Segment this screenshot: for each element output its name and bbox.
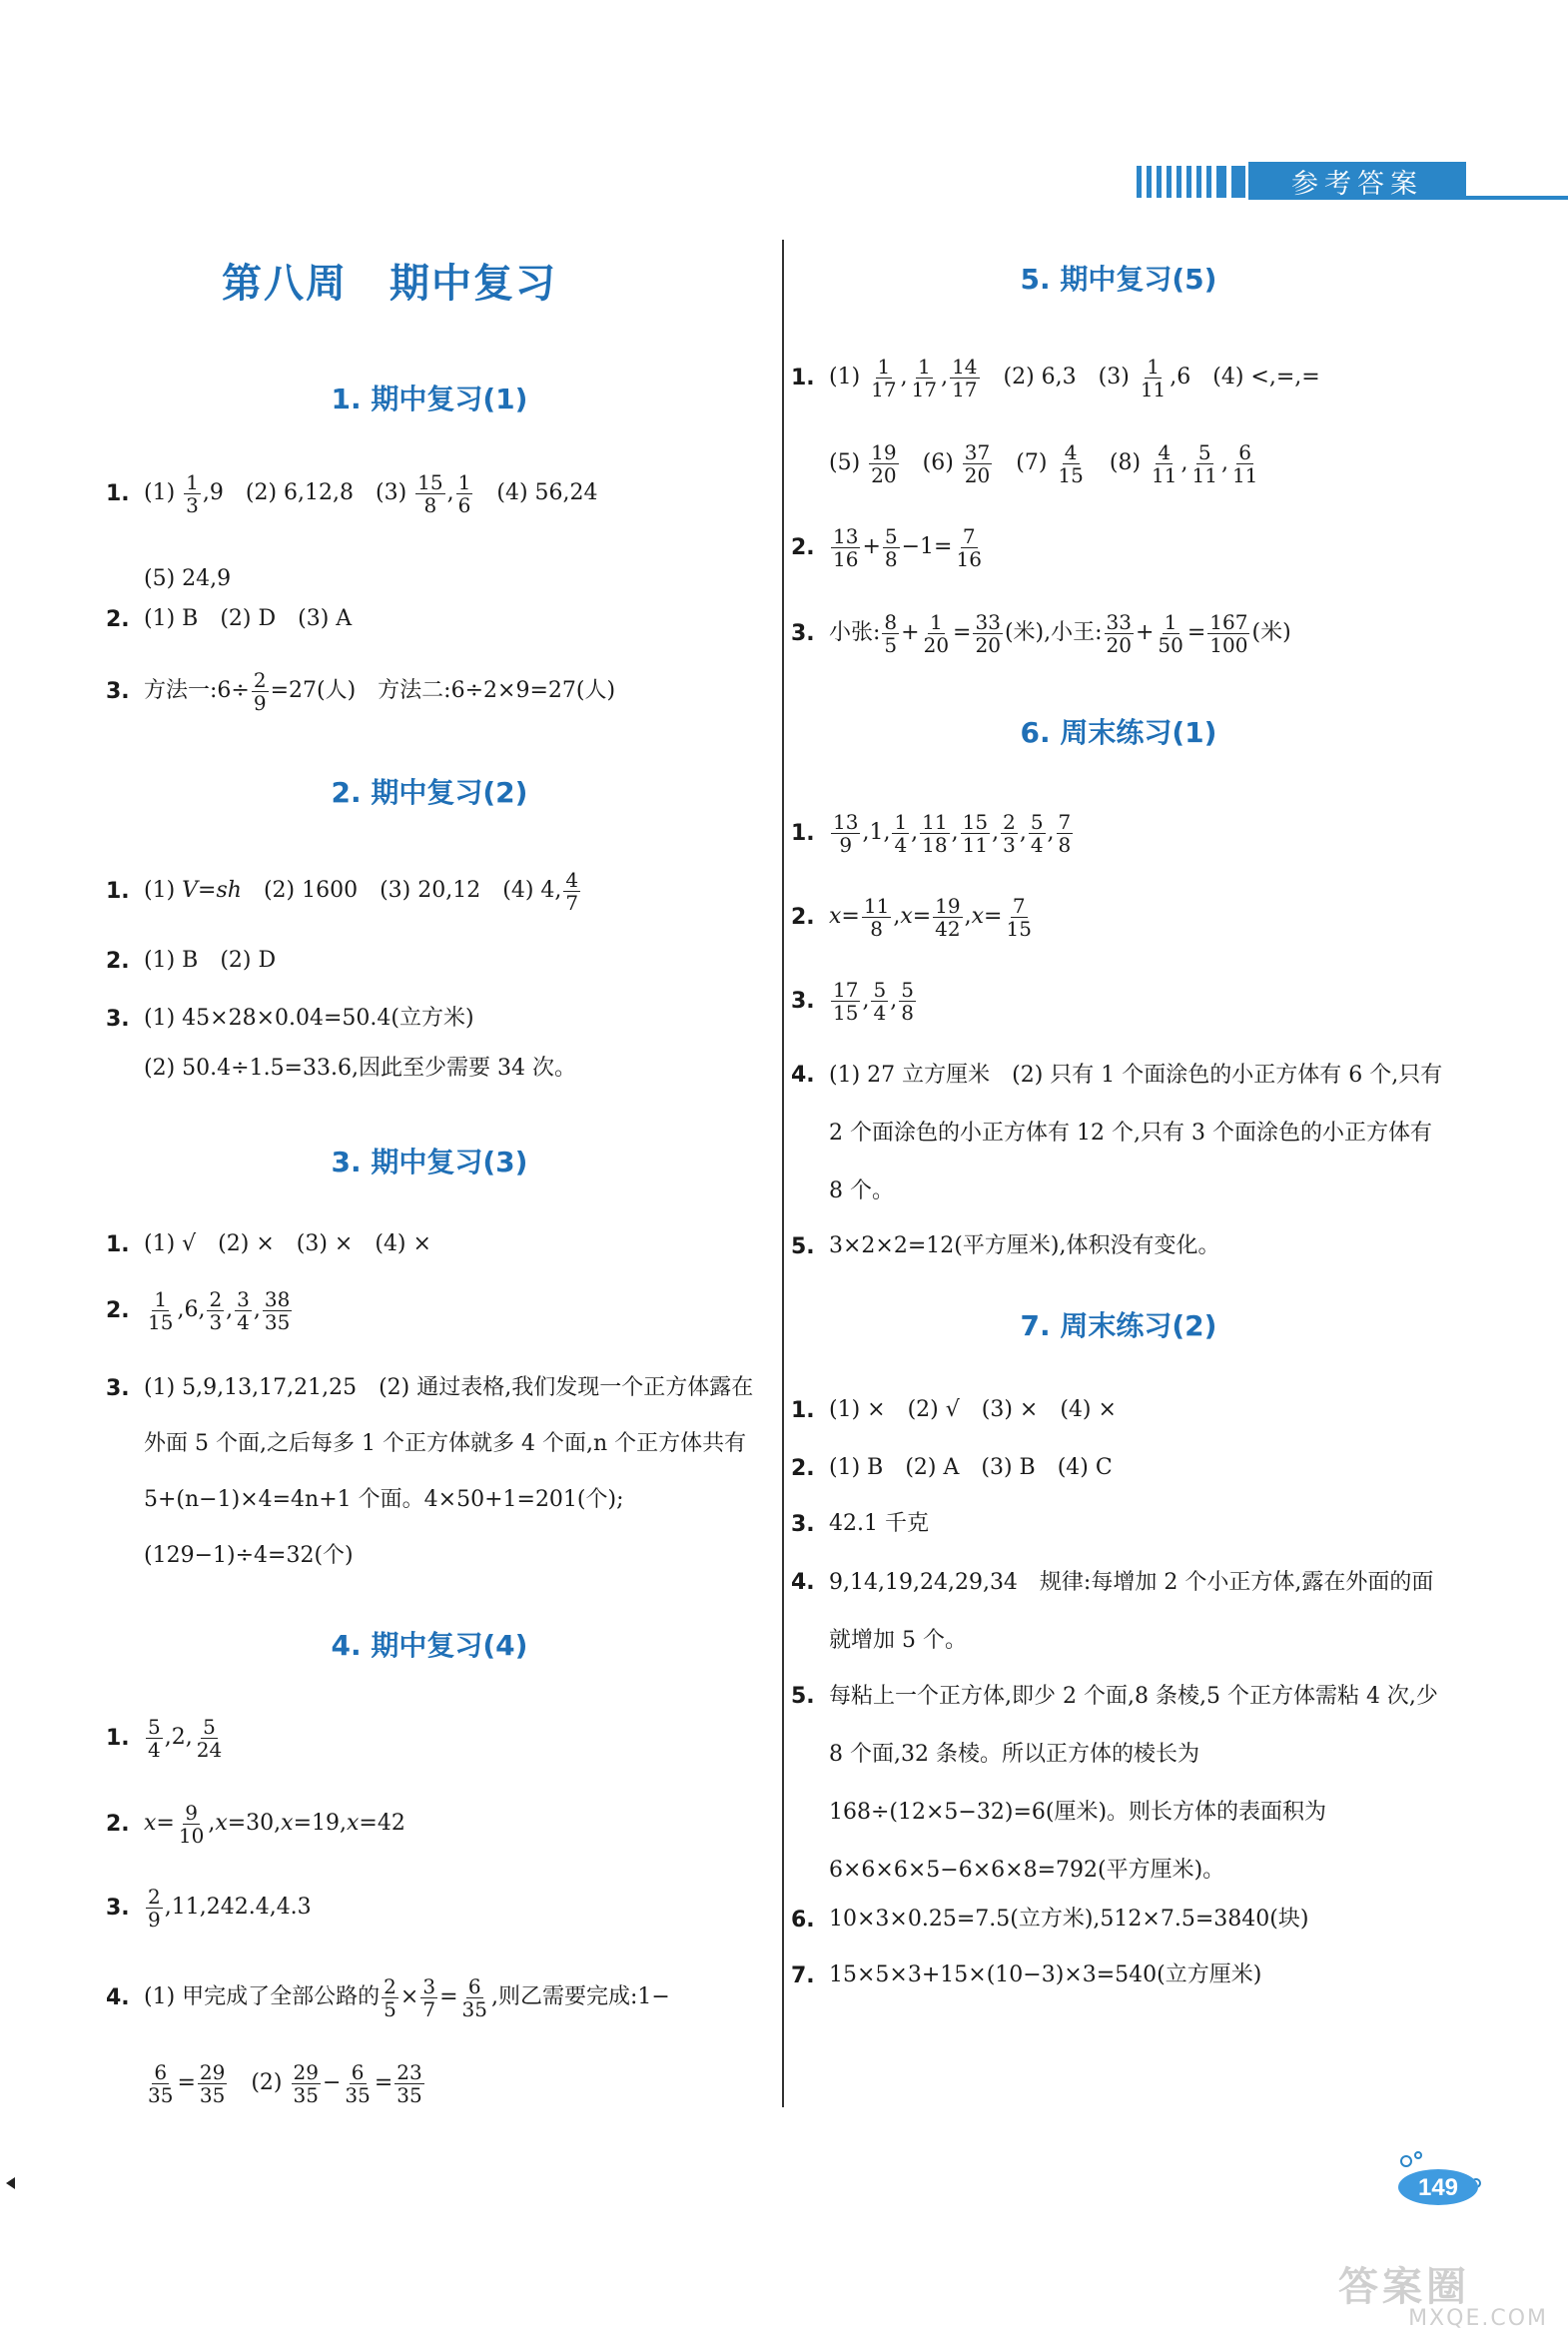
s1-answer-1: 1. (1) $\frac{1}{3}$ ,9 (2) 6,12,8 (3) $\frac{15}{8}$ , $\frac{1}{6}$ (4) 56,24 <box>106 469 598 517</box>
header-stripes <box>1137 166 1266 198</box>
s5-answer-2: 2. $\frac{13}{16}$ + $\frac{5}{8}$ −1= $\frac{7}{16}$ <box>791 523 982 571</box>
left-margin-arrow <box>6 2177 15 2189</box>
s3-answer-2: 2. $\frac{1}{15}$ ,6, $\frac{2}{3}$ , $\frac{3}{4}$ , $\frac{38}{35}$ <box>106 1286 291 1334</box>
s4-answer-3: 3. $\frac{2}{9}$ ,11,242.4,4.3 <box>106 1884 312 1932</box>
page-title: 第八周 期中复习 <box>222 260 557 307</box>
s7-answer-5: 5. 每粘上一个正方体,即少 2 个面,8 条棱,5 个正方体需粘 4 次,少 8 个面,32 条棱。所以正方体的棱长为 168÷(12×5−32)=6(厘米)。则长方体的表面积为 6×6×6×5−6×6×8=792(平方厘米)。 <box>791 1684 1438 1883</box>
s7-answer-6: 6. 10×3×0.25=7.5(立方米),512×7.5=3840(块) <box>791 1907 1309 1933</box>
s4-answer-4-cont: $\frac{6}{35}$ = $\frac{29}{35}$ (2) $\frac{29}{35}$ − $\frac{6}{35}$ = $\frac{23}{35}$ <box>148 2059 422 2107</box>
s7-answer-2: 2. (1) B (2) A (3) B (4) C <box>791 1455 1113 1481</box>
s1-answer-3: 3. 方法一:6÷ $\frac{2}{9}$ =27(人) 方法二:6÷2×9=27(人) <box>106 667 616 715</box>
s2-answer-2: 2. (1) B (2) D <box>106 948 277 974</box>
page-number-badge <box>1388 2149 1488 2209</box>
s5-answer-1-cont: (5) $\frac{19}{20}$ (6) $\frac{37}{20}$ (7) $\frac{4}{15}$ (8) $\frac{4}{11}$ , $\frac{5}{11}$ , $\frac{6}{11}$ <box>829 439 1258 487</box>
section-title-2: 2. 期中复习(2) <box>331 776 528 809</box>
s6-answer-5: 5. 3×2×2=12(平方厘米),体积没有变化。 <box>791 1233 1220 1259</box>
s2-answer-3: 3. (1) 45×28×0.04=50.4(立方米) <box>106 1006 474 1032</box>
section-title-7: 7. 周末练习(2) <box>1020 1309 1217 1342</box>
s3-answer-3: 3. (1) 5,9,13,17,21,25 (2) 通过表格,我们发现一个正方体露在外面 5 个面,之后每多 1 个正方体就多 4 个面,n 个正方体共有 5+(n−1)×4=4n+1 个面。4×50+1=201(个);(129−1)÷4=32(个) <box>106 1375 754 1568</box>
header-line <box>1466 196 1568 200</box>
s2-answer-1: 1. (1) V=sh (2) 1600 (3) 20,12 (4) 4, $\frac{4}{7}$ <box>106 867 579 915</box>
s1-answer-1-cont: (5) 24,9 <box>144 566 232 591</box>
s7-answer-1: 1. (1) × (2) √ (3) × (4) × <box>791 1397 1117 1423</box>
s6-answer-2: 2. x= $\frac{11}{8}$ ,x= $\frac{19}{42}$ ,x= $\frac{7}{15}$ <box>791 893 1032 941</box>
section-title-5: 5. 期中复习(5) <box>1020 263 1217 296</box>
header-tab: 参考答案 <box>1248 162 1466 200</box>
s5-answer-3: 3. 小张: $\frac{8}{5}$ + $\frac{1}{20}$ = $\frac{33}{20}$ (米),小王: $\frac{33}{20}$ + $\frac{1}{50}$ = $\frac{167}{100}$ (米) <box>791 609 1291 657</box>
s3-answer-1: 1. (1) √ (2) × (3) × (4) × <box>106 1231 431 1257</box>
s6-answer-4: 4. (1) 27 立方厘米 (2) 只有 1 个面涂色的小正方体有 6 个,只有 2 个面涂色的小正方体有 12 个,只有 3 个面涂色的小正方体有 8 个。 <box>791 1063 1443 1203</box>
s2-answer-3-cont: (2) 50.4÷1.5=33.6,因此至少需要 34 次。 <box>144 1056 576 1081</box>
s6-answer-3: 3. $\frac{17}{15}$ , $\frac{5}{4}$ , $\frac{5}{8}$ <box>791 977 914 1025</box>
s4-answer-1: 1. $\frac{5}{4}$ ,2, $\frac{5}{24}$ <box>106 1714 223 1762</box>
section-title-4: 4. 期中复习(4) <box>331 1629 528 1662</box>
section-title-1: 1. 期中复习(1) <box>331 383 528 415</box>
s4-answer-2: 2. x= $\frac{9}{10}$ ,x=30,x=19,x=42 <box>106 1800 405 1848</box>
s7-answer-4: 4. 9,14,19,24,29,34 规律:每增加 2 个小正方体,露在外面的面就增加 5 个。 <box>791 1570 1434 1653</box>
section-title-3: 3. 期中复习(3) <box>331 1146 528 1178</box>
watermark: 答案圈 MXQE.COM <box>1338 2264 1548 2331</box>
s5-answer-1: 1. (1) $\frac{1}{17}$ , $\frac{1}{17}$ , $\frac{14}{17}$ (2) 6,3 (3) $\frac{1}{11}$ ,6 (4) <,=,= <box>791 354 1320 401</box>
s7-answer-7: 7. 15×5×3+15×(10−3)×3=540(立方厘米) <box>791 1962 1262 1988</box>
s1-answer-2: 2. (1) B (2) D (3) A <box>106 606 353 632</box>
s4-answer-4: 4. (1) 甲完成了全部公路的 $\frac{2}{5}$ × $\frac{3}{7}$ = $\frac{6}{35}$ ,则乙需要完成:1− <box>106 1973 670 2021</box>
section-title-6: 6. 周末练习(1) <box>1020 716 1217 749</box>
s6-answer-1: 1. $\frac{13}{9}$ ,1, $\frac{1}{4}$ , $\frac{11}{18}$ , $\frac{15}{11}$ , $\frac{2}{3}$ , $\frac{5}{4}$ , $\frac{7}{8}$ <box>791 809 1072 857</box>
s7-answer-3: 3. 42.1 千克 <box>791 1511 929 1537</box>
page-number: 149 <box>1417 2174 1459 2201</box>
